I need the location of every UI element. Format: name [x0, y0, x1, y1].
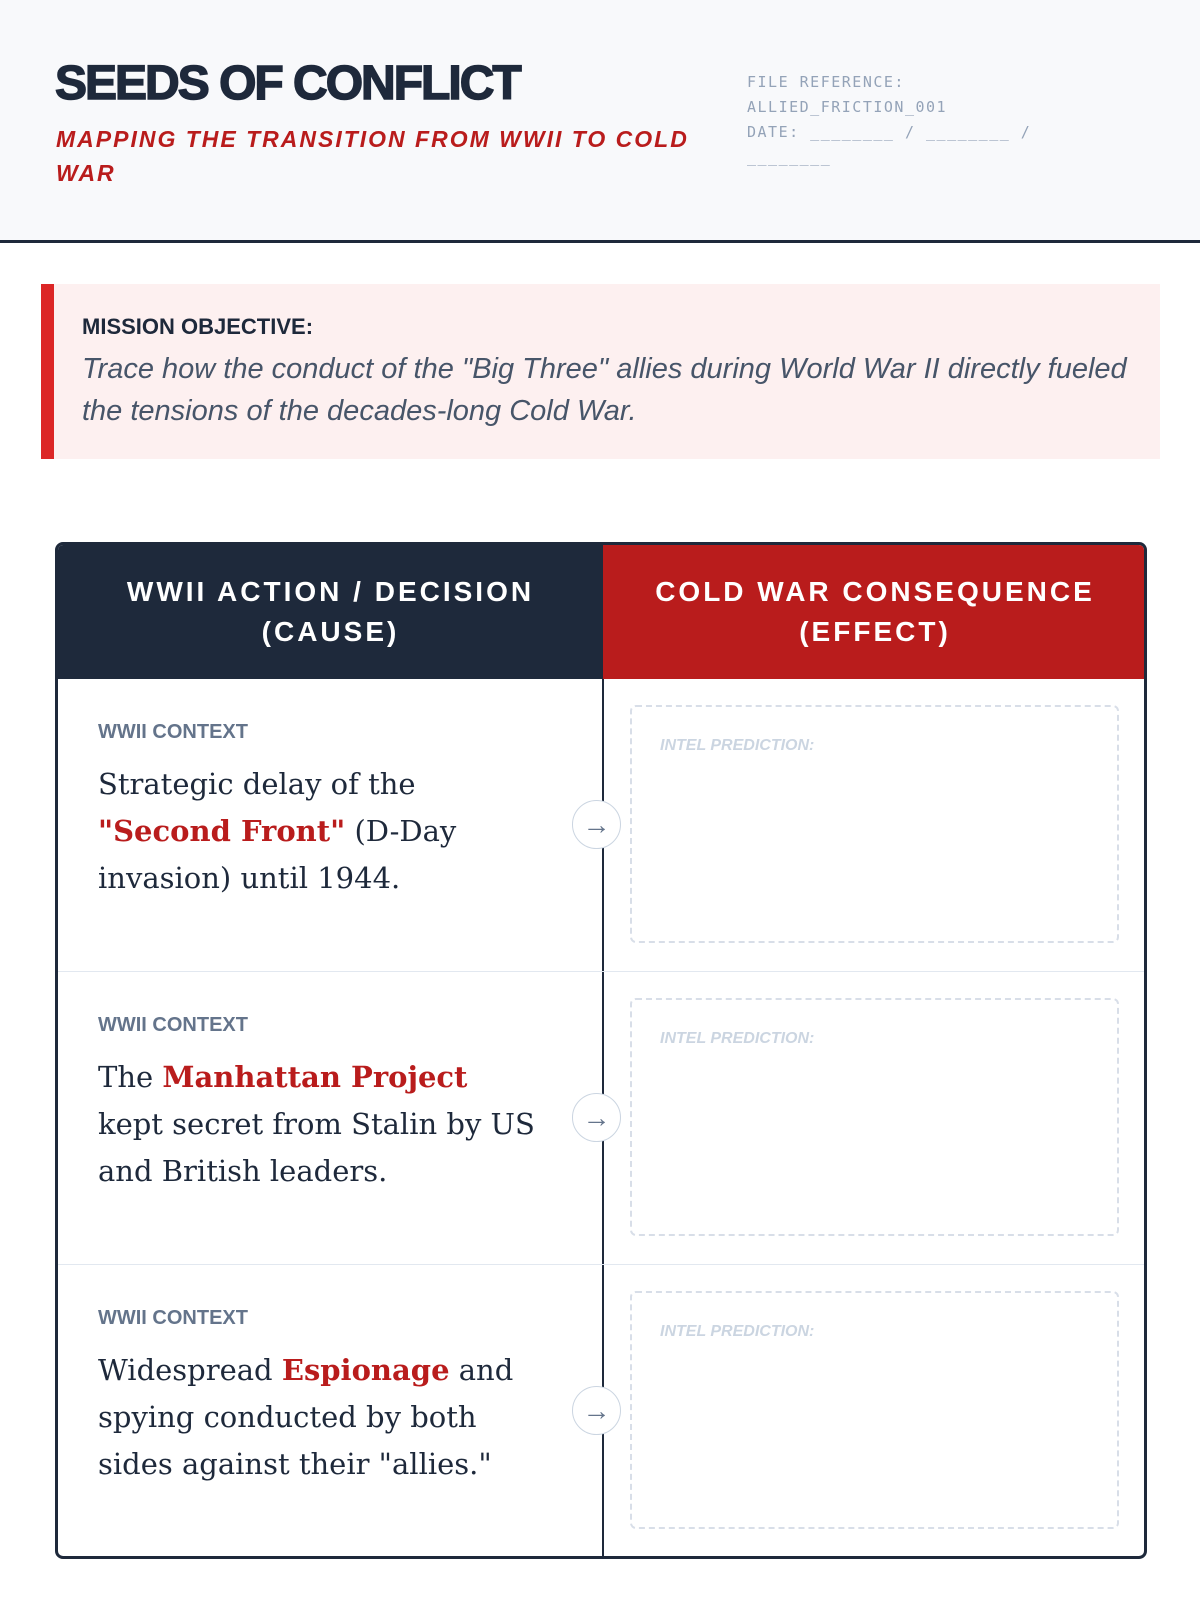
cause-text [98, 1054, 538, 1195]
cause-effect-table [55, 542, 1147, 1559]
date-line: DATE: ________ / ________ / ________ [747, 123, 1032, 166]
cause-text [98, 761, 538, 902]
page-title: SEEDS OF CONFLICT [55, 57, 520, 110]
cause-text-pre: Widespread [98, 1353, 282, 1387]
column-header-effect: COLD WAR CONSEQUENCE (EFFECT) [603, 545, 1147, 679]
file-reference: ALLIED_FRICTION_001 [747, 98, 948, 116]
cause-text [98, 1347, 538, 1488]
table-row [58, 1265, 1144, 1558]
prediction-box[interactable] [630, 998, 1119, 1236]
prediction-label: INTEL PREDICTION: [660, 1030, 815, 1047]
arrow-right-icon: → [572, 1093, 621, 1142]
arrow-right-icon: → [572, 800, 621, 849]
cause-text-post: kept secret from Stalin by US and British leaders. [98, 1107, 535, 1188]
mission-text: Trace how the conduct of the "Big Three" allies during World War II directly fueled the tensions of the decades-long Cold War. [82, 353, 1127, 427]
mission-label: MISSION OBJECTIVE: [82, 314, 314, 339]
cause-highlight: Espionage [281, 1353, 450, 1387]
prediction-box[interactable] [630, 1291, 1119, 1529]
cause-highlight: "Second Front" [98, 814, 346, 848]
file-meta [747, 70, 1087, 170]
table-row [58, 679, 1144, 972]
context-label: WWII CONTEXT [98, 721, 248, 743]
page-subtitle: MAPPING THE TRANSITION FROM WWII TO COLD WAR [56, 126, 689, 186]
prediction-label: INTEL PREDICTION: [660, 1323, 815, 1340]
context-label: WWII CONTEXT [98, 1014, 248, 1036]
cause-text-pre: The [98, 1060, 163, 1094]
page-header [0, 0, 1200, 243]
context-label: WWII CONTEXT [98, 1307, 248, 1329]
file-reference-label: FILE REFERENCE: [747, 73, 905, 91]
cause-highlight: Manhattan Project [162, 1060, 468, 1094]
prediction-box[interactable] [630, 705, 1119, 943]
column-header-cause: WWII ACTION / DECISION (CAUSE) [58, 545, 603, 679]
cause-text-post: and spying conducted by both sides against their "allies." [98, 1353, 514, 1481]
cause-text-pre: Strategic delay of the [98, 767, 416, 801]
arrow-right-icon: → [572, 1386, 621, 1435]
mission-objective [41, 284, 1160, 459]
prediction-label: INTEL PREDICTION: [660, 737, 815, 754]
cause-text-post: (D-Day invasion) until 1944. [98, 814, 457, 895]
table-row [58, 972, 1144, 1265]
